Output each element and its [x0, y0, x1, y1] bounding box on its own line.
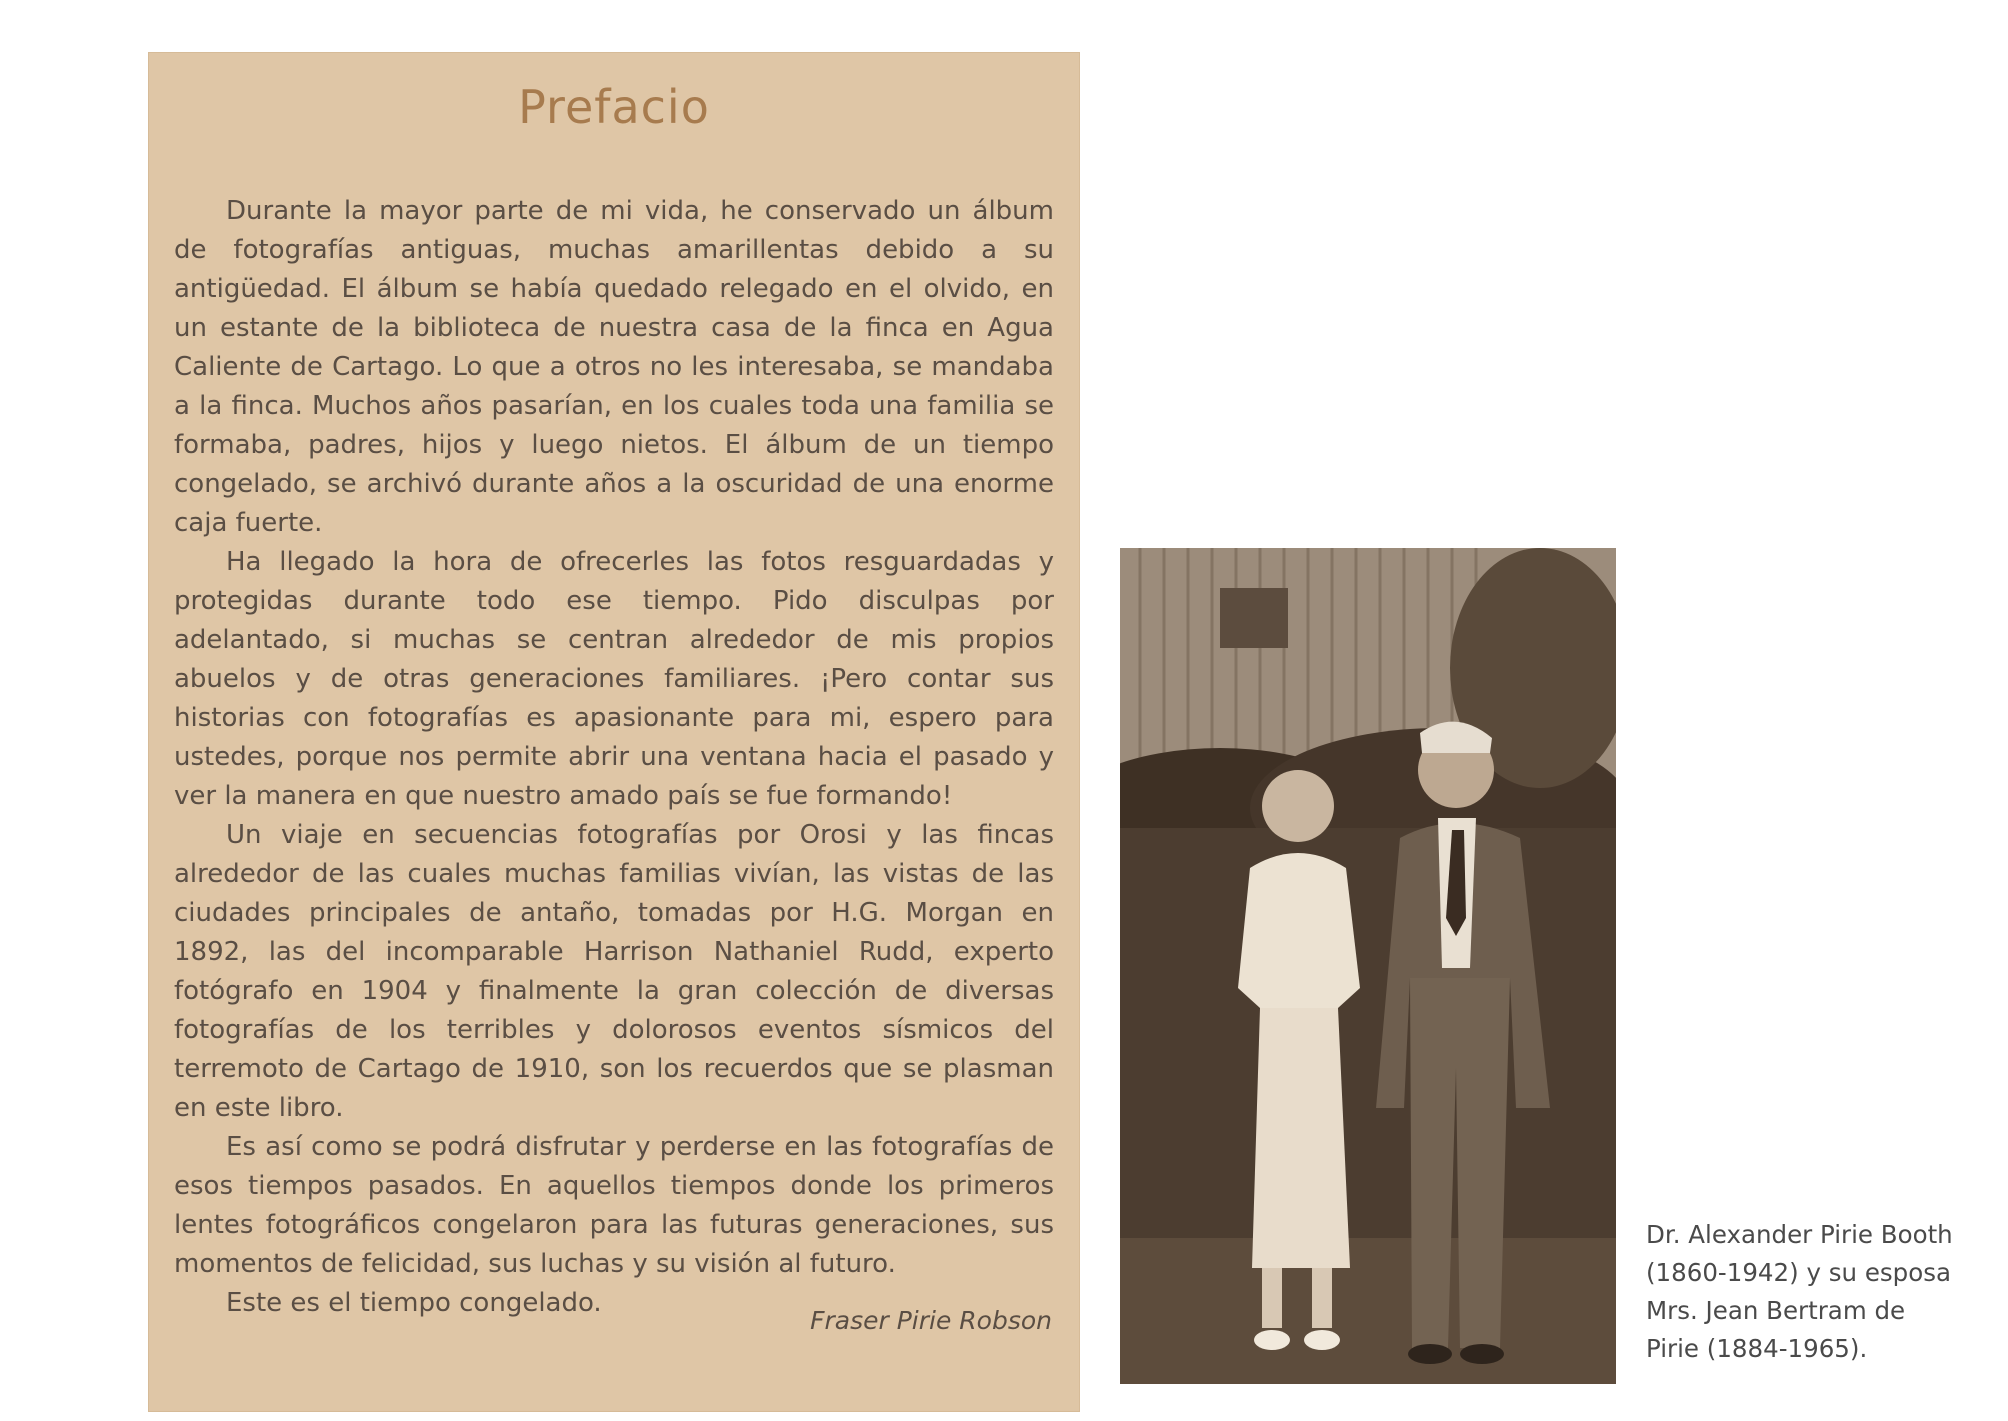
paragraph-4: Es así como se podrá disfrutar y perderse en las fotografías de esos tiempos pasados. En aquellos tiempos donde los primeros lentes fotográficos congelaron para las futuras generaciones, sus momentos de felicidad, sus luchas y su visión al futuro. [174, 1132, 1054, 1279]
caption-line-2: (1860-1942) y su esposa [1646, 1258, 1951, 1287]
paragraph-2: Ha llegado la hora de ofrecerles las fotos resguardadas y protegidas durante todo ese tiempo. Pido disculpas por adelantado, si muchas se centran alrededor de mis propios abuelos y de otras generaciones familiares. ¡Pero contar sus historias con fotografías es apasionante para mi, espero para ustedes, porque nos permite abrir una ventana hacia el pasado y ver la manera en que nuestro amado país se fue formando! [174, 547, 1054, 811]
preface-page [148, 52, 1080, 1412]
caption-line-4: Pirie (1884-1965). [1646, 1334, 1868, 1363]
caption-line-3: Mrs. Jean Bertram de [1646, 1296, 1906, 1325]
historical-photo [1120, 548, 1616, 1384]
paragraph-3: Un viaje en secuencias fotografías por Orosi y las fincas alrededor de las cuales muchas familias vivían, las vistas de las ciudades principales de antaño, tomadas por H.G. Morgan en 1892, las del incomparable Harrison Nathaniel Rudd, experto fotógrafo en 1904 y finalmente la gran colección de diversas fotografías de los terribles y dolorosos eventos sísmicos del terremoto de Cartago de 1910, son los recuerdos que se plasman en este libro. [174, 820, 1054, 1123]
photo-illustration [1120, 548, 1616, 1384]
paragraph-5: Este es el tiempo congelado. [226, 1288, 602, 1318]
preface-body [174, 192, 1054, 1323]
photo-caption [1646, 1216, 1996, 1368]
page-title: Prefacio [518, 80, 710, 134]
caption-line-1: Dr. Alexander Pirie Booth [1646, 1220, 1953, 1249]
author-signature: Fraser Pirie Robson [810, 1306, 1052, 1335]
paragraph-1: Durante la mayor parte de mi vida, he conservado un álbum de fotografías antiguas, muchas amarillentas debido a su antigüedad. El álbum se había quedado relegado en el olvido, en un estante de la biblioteca de nuestra casa de la finca en Agua Caliente de Cartago. Lo que a otros no les interesaba, se mandaba a la finca. Muchos años pasarían, en los cuales toda una familia se formaba, padres, hijos y luego nietos. El álbum de un tiempo congelado, se archivó durante años a la oscuridad de una enorme caja fuerte. [174, 196, 1054, 538]
